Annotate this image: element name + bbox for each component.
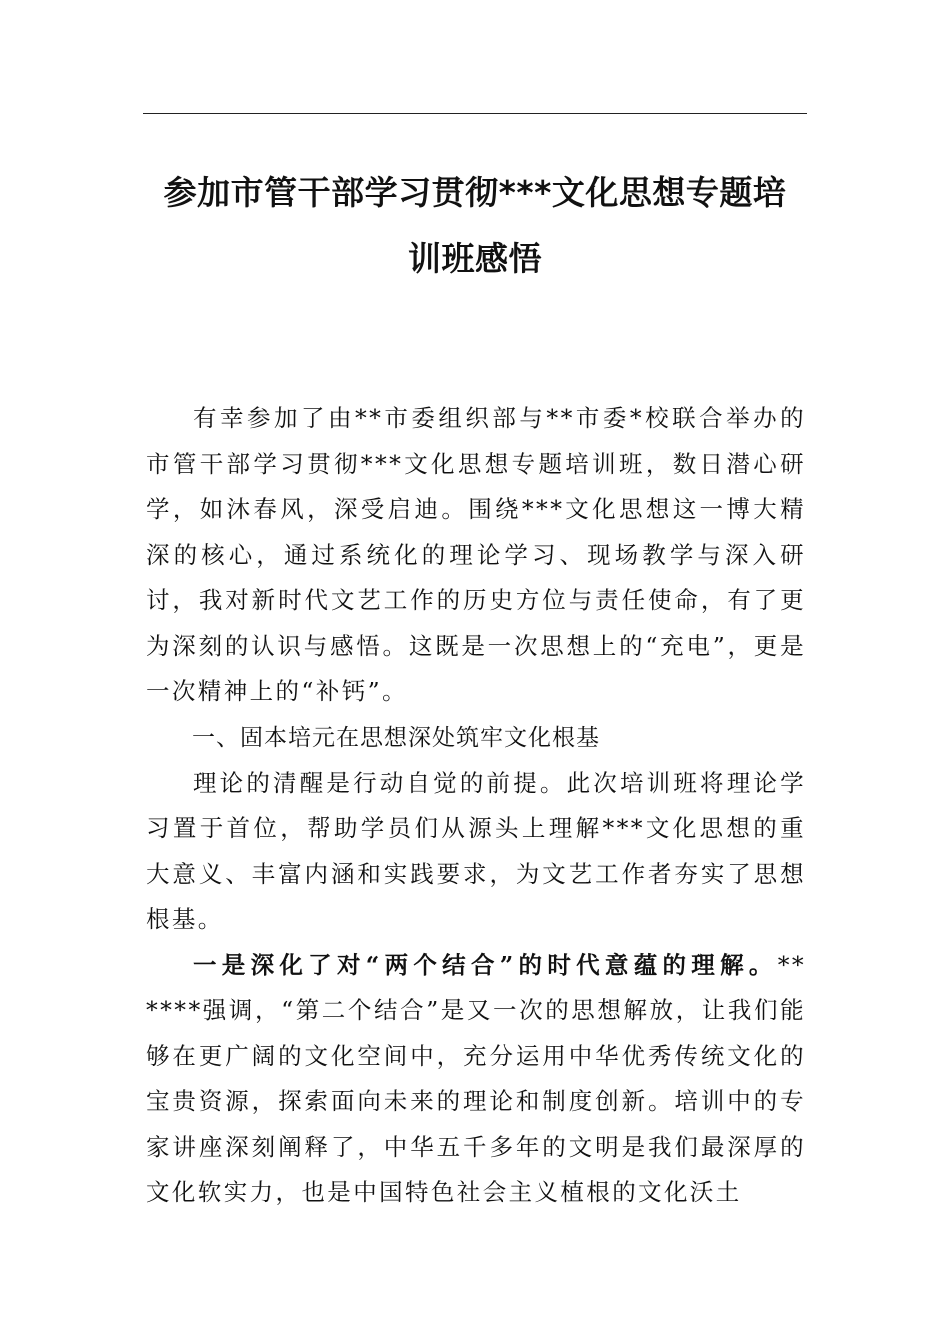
document-title: [143, 160, 807, 292]
title-line-2: 训班感悟: [408, 239, 542, 278]
header-rule: [143, 113, 807, 114]
section-heading-1: 一、固本培元在思想深处筑牢文化根基: [192, 724, 600, 751]
title-line-1: 参加市管干部学习贯彻***文化思想专题培: [163, 173, 787, 212]
section-1-paragraph: 理论的清醒是行动自觉的前提。此次培训班将理论学习置于首位，帮助学员们从源头上理解***文化思想的重大意义、丰富内涵和实践要求，为文艺工作者夯实了思想根基。: [146, 768, 806, 933]
document-body: [146, 396, 806, 1216]
point-1-paragraph: [146, 943, 806, 1216]
intro-paragraph: 有幸参加了由**市委组织部与**市委*校联合举办的市管干部学习贯彻***文化思想专题培训班，数日潜心研学，如沐春风，深受启迪。围绕***文化思想这一博大精深的核心，通过系统化的理论学习、现场教学与深入研讨，我对新时代文艺工作的历史方位与责任使命，有了更为深刻的认识与感悟。这既是一次思想上的“充电”，更是一次精神上的“补钙”。: [146, 404, 806, 705]
point-1-text: ******强调，“第二个结合”是又一次的思想解放，让我们能够在更广阔的文化空间中，充分运用中华优秀传统文化的宝贵资源，探索面向未来的理论和制度创新。培训中的专家讲座深刻阐释了，中华五千多年的文明是我们最深厚的文化软实力，也是中国特色社会主义植根的文化沃土: [146, 950, 806, 1206]
point-1-lead: 一是深化了对“两个结合”的时代意蕴的理解。: [193, 950, 778, 979]
